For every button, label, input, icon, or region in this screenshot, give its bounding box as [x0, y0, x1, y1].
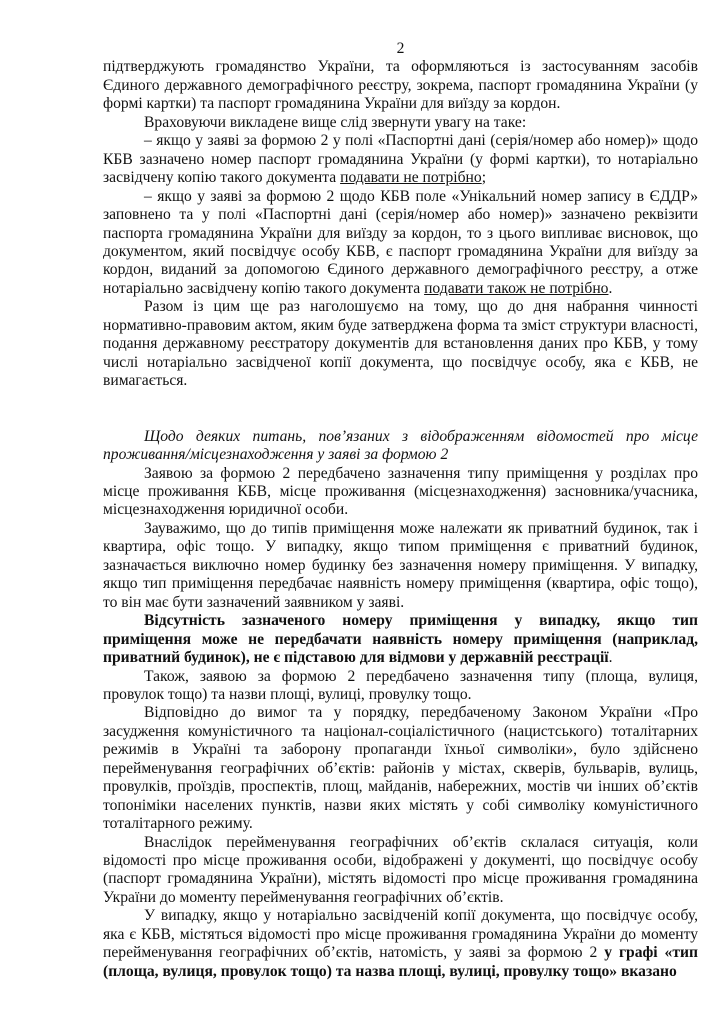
paragraph-2: Враховуючи викладене вище слід звернути увагу на таке: — [144, 113, 527, 131]
paragraph-3 — [103, 132, 698, 187]
paragraph-4-text: – якщо у заяві за формою 2 щодо КБВ поле «Унікальний номер запису в ЄДДР» заповнено та у полі «Паспортні дані (серія/номер або номер)» зазначено реквізити паспорта громадянина України для виїзду за кордон, то з цього випливає висновок, що документом, який посвідчує особу КБВ, є паспорт громадянина України для виїзду за кордон, виданий за допомогою Єдиного державного демографічного реєстру, а отже нотаріально засвідчену копію такого документа — [103, 187, 698, 297]
paragraph-5: Разом із цим ще раз наголошуємо на тому, що до дня набрання чинності нормативно-правовим актом, яким буде затверджена форма та зміст структури власності, подання державному реєстратору документів для встановлення даних про КБВ, у тому числі нотаріально засвідченої копії документа, що посвідчує особу, яка є КБВ, не вимагається. — [103, 298, 698, 390]
paragraph-11: Внаслідок перейменування географічних об’єктів склалася ситуація, коли відомості про місце проживання особи, відображені у документі, що посвідчує особу (паспорт громадянина України), містять відомості про місце проживання громадянина України до моменту перейменування географічних об’єктів. — [103, 833, 698, 906]
paragraph-4-tail: . — [608, 279, 613, 297]
paragraph-8 — [103, 612, 698, 667]
page-number: 2 — [396, 40, 405, 57]
bold-statement: Відсутність зазначеного номеру приміщення у випадку, якщо тип приміщення може не передбачати наявність номеру приміщення (наприклад, приватний будинок), не є підставою для відмови у державній реєстрації — [103, 612, 698, 667]
document-page — [103, 40, 698, 981]
bold-phrase: у графі «тип (площа, вулиця, провулок тощо) та назва площі, вулиці, провулку тощо» вказано — [103, 944, 698, 980]
paragraph-8-tail: . — [608, 649, 613, 667]
paragraph-12 — [103, 907, 698, 981]
underlined-phrase: подавати також не потрібно — [424, 279, 609, 297]
underlined-phrase: подавати не потрібно — [340, 169, 482, 187]
paragraph-6: Заявою за формою 2 передбачено зазначення типу приміщення у розділах про місце проживання КБВ, місце проживання (місцезнаходження) засновника/учасника, місцезнаходження юридичної особи. — [103, 464, 698, 519]
paragraph-1: підтверджують громадянство України, та оформляються із застосуванням засобів Єдиного державного демографічного реєстру, зокрема, паспорт громадянина України (у формі картки) та паспорт громадянина України для виїзду за кордон. — [103, 58, 698, 113]
paragraph-9: Також, заявою за формою 2 передбачено зазначення типу (площа, вулиця, провулок тощо) та назви площі, вулиці, провулку тощо. — [103, 667, 698, 703]
paragraph-3-tail: ; — [481, 169, 487, 187]
paragraph-7: Зауважимо, що до типів приміщення може належати як приватний будинок, так і квартира, офіс тощо. У випадку, якщо типом приміщення є приватний будинок, зазначається виключно номер будинку без зазначення номеру приміщення. У випадку, якщо тип приміщення передбачає наявність номеру приміщення (квартира, офіс тощо), то він має бути зазначений заявником у заяві. — [103, 519, 698, 611]
paragraph-4 — [103, 188, 698, 299]
paragraph-10: Відповідно до вимог та у порядку, передбаченому Законом України «Про засудження комуністичного та націонал-соціалістичного (нацистського) тоталітарних режимів в Україні та заборону пропаганди їхньої символіки», було здійснено перейменування географічних об’єктів: районів у містах, скверів, бульварів, вулиць, провулків, проїздів, проспектів, площ, майданів, набережних, мостів чи інших об’єктів топоніміки населених пунктів, назви яких містять у собі символіку комуністичного тоталітарного режиму. — [103, 704, 698, 833]
section-gap — [103, 391, 698, 428]
paragraph-3-text: – якщо у заяві за формою 2 у полі «Паспортні дані (серія/номер або номер)» щодо КБВ зазначено номер паспорт громадянина України (у формі картки), то нотаріально засвідчену копію такого документа — [103, 132, 698, 187]
section-heading: Щодо деяких питань, пов’язаних з відображенням відомостей про місце проживання/місцезнаходження у заяві за формою 2 — [103, 427, 698, 464]
paragraph-12-text: У випадку, якщо у нотаріально засвідченій копії документа, що посвідчує особу, яка є КБВ, містяться відомості про місце проживання громадянина України до моменту перейменування географічних об’єктів, натомість, у заяві за формою 2 — [103, 907, 698, 962]
